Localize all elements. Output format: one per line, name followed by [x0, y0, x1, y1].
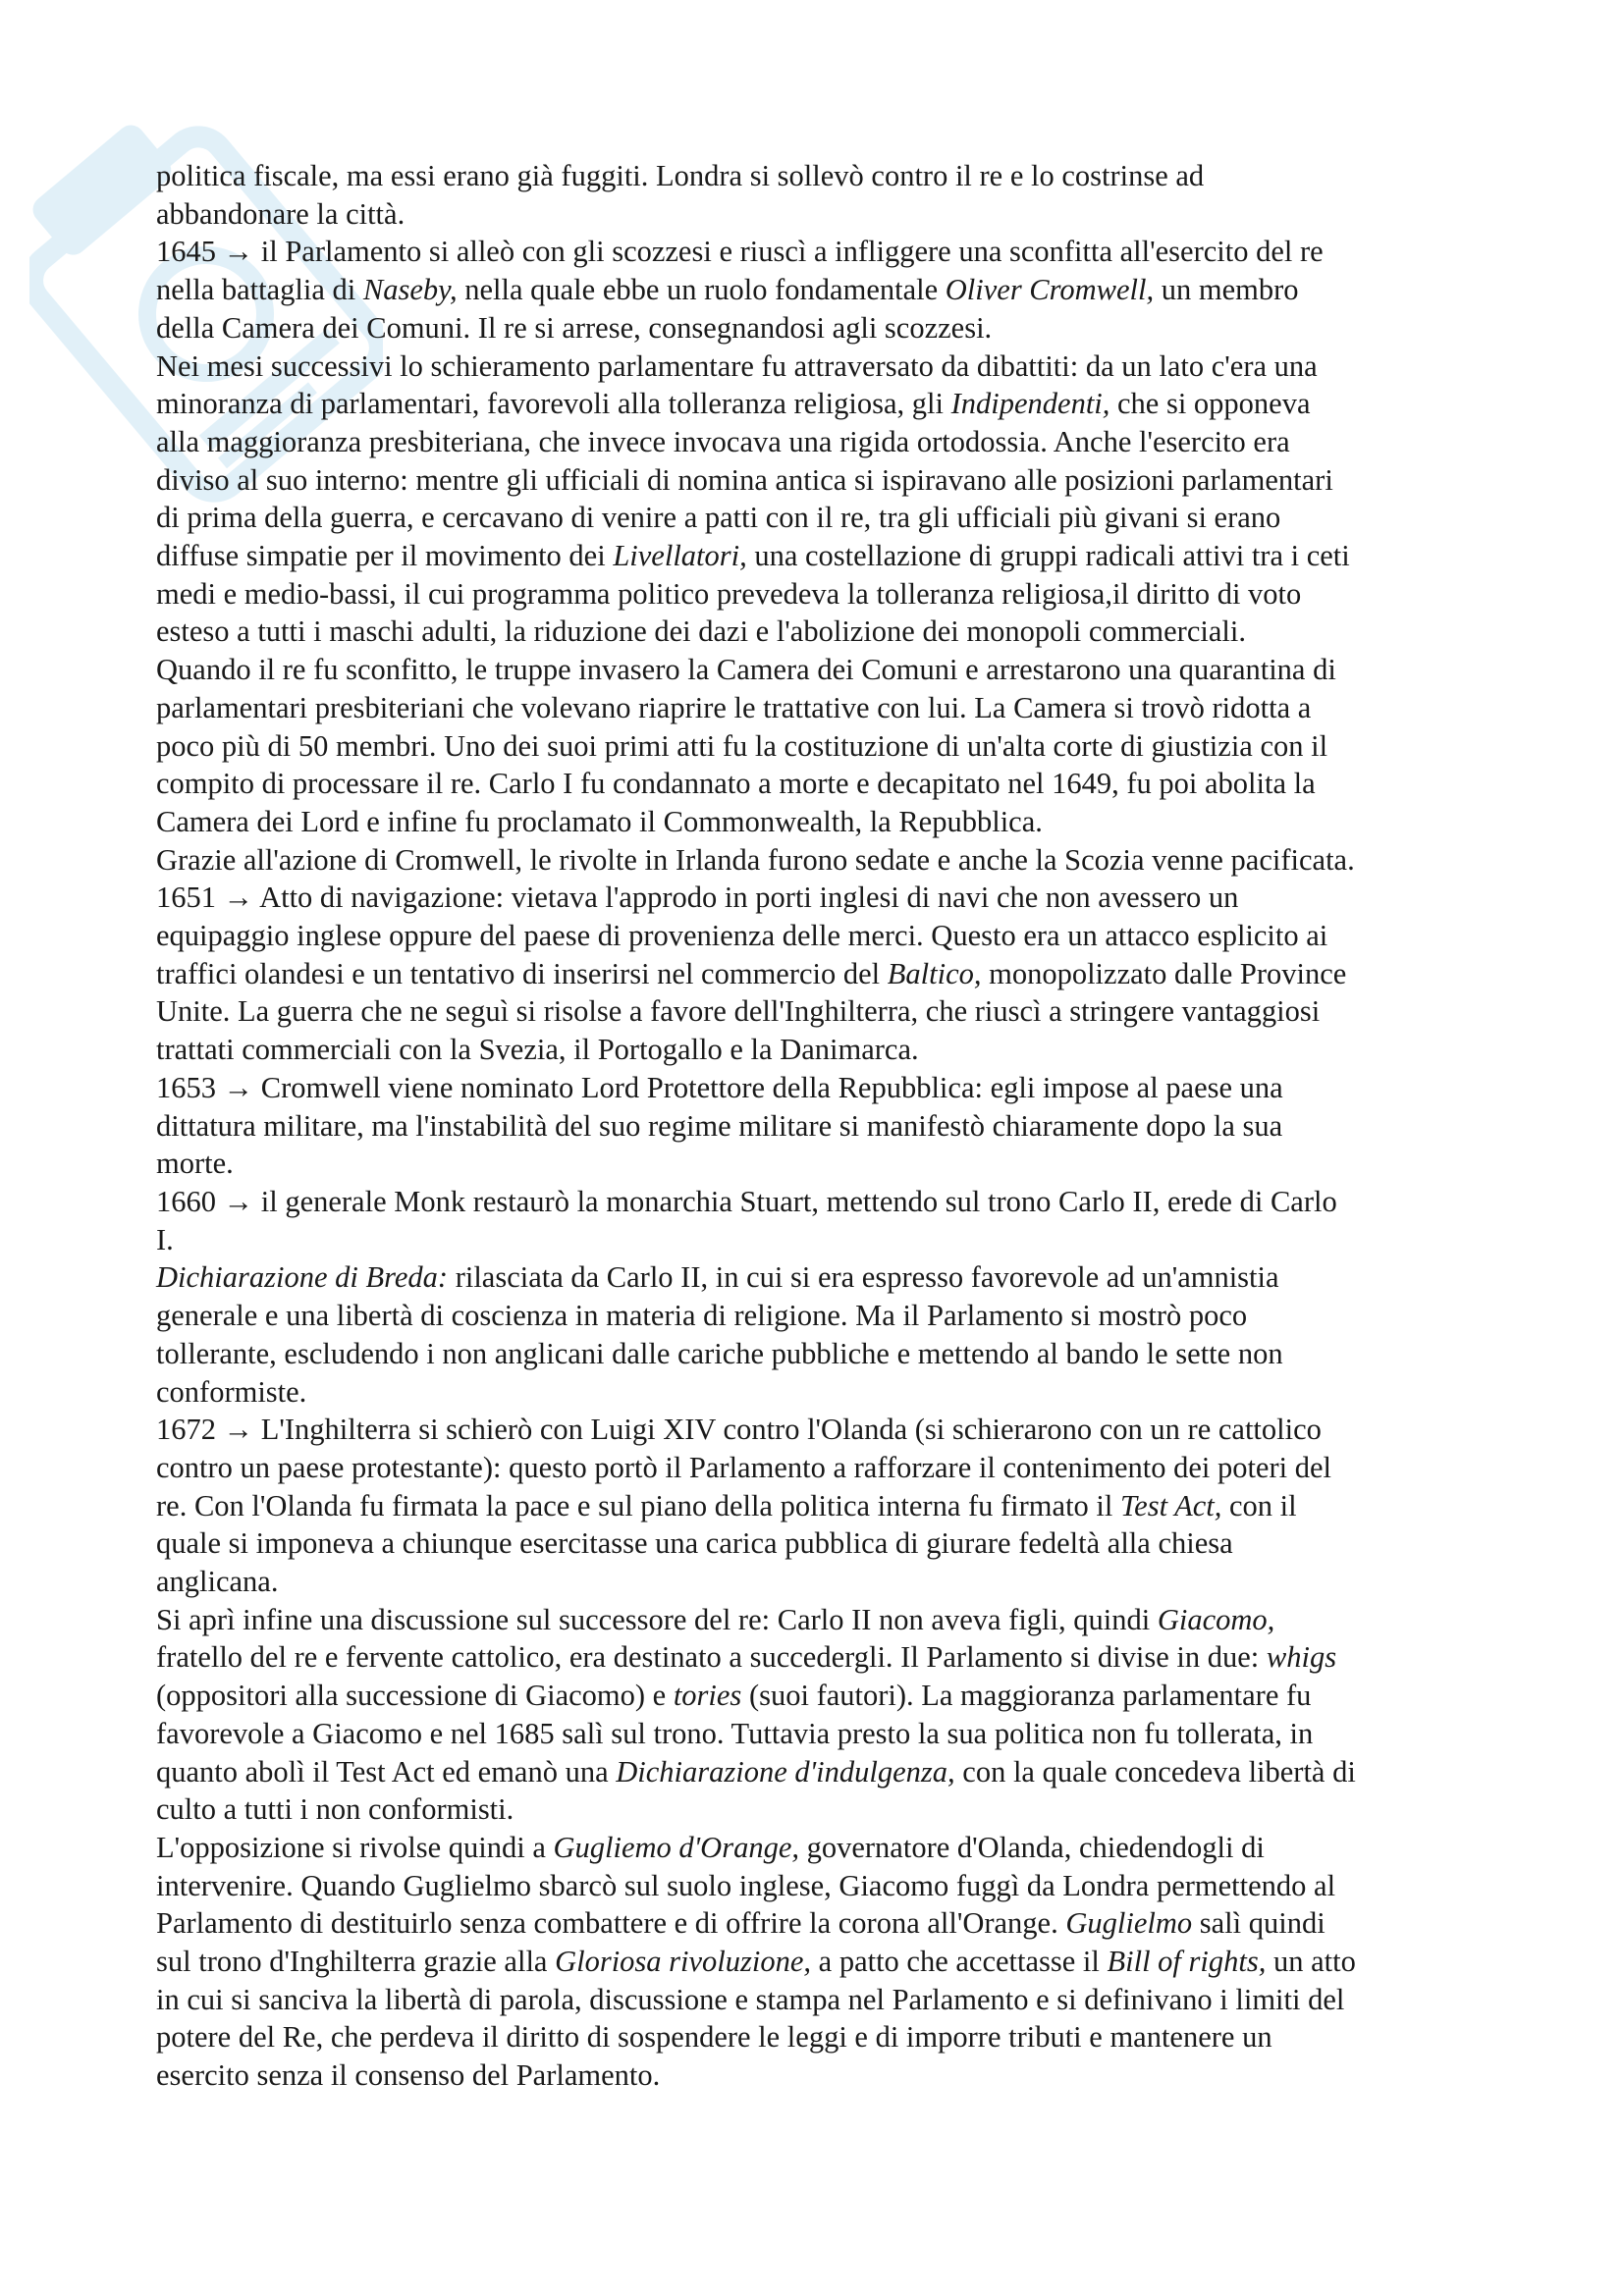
- italic-term: Gloriosa rivoluzione,: [555, 1945, 812, 1979]
- text-run: 1653 → Cromwell viene nominato Lord Protettore della Repubblica: egli impose al paese una dittatura militare, ma l'instabilità del suo regime militare si manifestò chiaramente dopo la sua morte.: [156, 1070, 1283, 1181]
- text-run: con il quale si imponeva a chiunque esercitasse una carica pubblica di giurare fedeltà alla chiesa anglicana.: [156, 1488, 1297, 1599]
- text-run: (suoi fautori). La maggioranza parlamentare fu favorevole a Giacomo e nel 1685 salì sul trono. Tuttavia presto la sua politica non fu tollerata, in quanto abolì il Test Act ed emanò una: [156, 1679, 1314, 1789]
- italic-term: Naseby,: [362, 273, 458, 307]
- paragraph: [156, 1183, 1482, 1258]
- text-run: Grazie all'azione di Cromwell, le rivolte in Irlanda furono sedate e anche la Scozia venne pacificata.: [156, 842, 1355, 877]
- italic-term: whigs: [1266, 1640, 1337, 1675]
- italic-term: Dichiarazione di Breda:: [156, 1260, 449, 1295]
- text-run: una costellazione di gruppi radicali attivi tra i ceti medi e medio-bassi, il cui programma politico prevedeva la tolleranza religiosa,il diritto di voto esteso a tutti i maschi adulti, la riduzione dei dazi e l'abolizione dei monopoli commerciali.: [156, 539, 1350, 649]
- paragraph: [156, 1411, 1482, 1601]
- body-text: [156, 157, 1482, 2095]
- italic-term: Oliver Cromwell,: [945, 273, 1155, 307]
- text-run: che si opponeva alla maggioranza presbiteriana, che invece invocava una rigida ortodossia. Anche l'esercito era diviso al suo interno: mentre gli ufficiali di nomina antica si ispiravano alle posizioni parlamentari di prima della guerra, e cercavano di venire a patti con il re, tra gli ufficiali più givani si erano diffuse simpatie per il movimento dei: [156, 387, 1333, 573]
- paragraph: [156, 347, 1482, 652]
- italic-term: Dichiarazione d'indulgenza,: [616, 1754, 955, 1789]
- text-run: salì quindi sul trono d'Inghilterra grazie alla: [156, 1906, 1325, 1979]
- paragraph: [156, 233, 1482, 347]
- text-run: con la quale concedeva libertà di culto a tutti i non conformisti.: [156, 1754, 1356, 1827]
- italic-term: Giacomo,: [1157, 1602, 1275, 1636]
- italic-term: Bill of rights,: [1107, 1945, 1267, 1979]
- text-run: Nei mesi successivi lo schieramento parlamentare fu attraversato da dibattiti: da un lato c'era una minoranza di parlamentari, favorevoli alla tolleranza religiosa, gli: [156, 348, 1318, 421]
- paragraph: [156, 157, 1482, 233]
- italic-term: Baltico,: [887, 956, 982, 990]
- text-run: nella quale ebbe un ruolo fondamentale: [457, 273, 946, 307]
- text-run: rilasciata da Carlo II, in cui si era espresso favorevole ad un'amnistia generale e una libertà di coscienza in materia di religione. Ma il Parlamento si mostrò poco tollerante, escludendo i non anglicani dalle cariche pubbliche e mettendo al bando le sette non conformiste.: [156, 1260, 1283, 1409]
- paragraph: [156, 651, 1482, 841]
- text-run: 1645 → il Parlamento si alleò con gli scozzesi e riuscì a infliggere una sconfitta all'esercito del re nella battaglia di: [156, 235, 1324, 307]
- paragraph: [156, 1069, 1482, 1183]
- text-run: L'opposizione si rivolse quindi a: [156, 1830, 554, 1864]
- italic-term: Guglielmo: [1065, 1906, 1193, 1941]
- text-run: (oppositori alla successione di Giacomo) e: [156, 1679, 667, 1713]
- text-run: fratello del re e fervente cattolico, era destinato a succedergli. Il Parlamento si divise in due:: [156, 1640, 1260, 1675]
- paragraph: [156, 1601, 1482, 1829]
- text-run: monopolizzato dalle Province Unite. La guerra che ne seguì si risolse a favore dell'Inghilterra, che riuscì a stringere vantaggiosi trattati commerciali con la Svezia, il Portogallo e la Danimarca.: [156, 956, 1347, 1067]
- italic-term: Livellatori,: [613, 539, 747, 573]
- italic-term: Gugliemo d'Orange,: [553, 1830, 799, 1864]
- text-run: 1651 → Atto di navigazione: vietava l'approdo in porti inglesi di navi che non avessero un equipaggio inglese oppure del paese di provenienza delle merci. Questo era un attacco esplicito ai traffici olandesi e un tentativo di inserirsi nel commercio del: [156, 881, 1328, 990]
- text-run: un membro della Camera dei Comuni. Il re si arrese, consegnandosi agli scozzesi.: [156, 273, 1299, 345]
- paragraph: [156, 1258, 1482, 1411]
- text-run: governatore d'Olanda, chiedendogli di intervenire. Quando Guglielmo sbarcò sul suolo inglese, Giacomo fuggì da Londra permettendo al Parlamento di destituirlo senza combattere e di offrire la corona all'Orange.: [156, 1830, 1336, 1941]
- text-run: un atto in cui si sanciva la libertà di parola, discussione e stampa nel Parlamento e si definivano i limiti del potere del Re, che perdeva il diritto di sospendere le leggi e di imporre tributi e mantenere un esercito senza il consenso del Parlamento.: [156, 1945, 1356, 2093]
- text-run: 1672 → L'Inghilterra si schierò con Luigi XIV contro l'Olanda (si schierarono con un re cattolico contro un paese protestante): questo portò il Parlamento a rafforzare il contenimento dei poteri del re. Con l'Olanda fu firmata la pace e sul piano della politica interna fu firmato il: [156, 1413, 1331, 1522]
- text-run: politica fiscale, ma essi erano già fuggiti. Londra si sollevò contro il re e lo costrinse ad abbandonare la città.: [156, 159, 1205, 231]
- watermark-shape: [29, 120, 177, 261]
- text-run: Quando il re fu sconfitto, le truppe invasero la Camera dei Comuni e arrestarono una quarantina di parlamentari presbiteriani che volevano riaprire le trattative con lui. La Camera si trovò ridotta a poco più di 50 membri. Uno dei suoi primi atti fu la costituzione di un'alta corte di giustizia con il compito di processare il re. Carlo I fu condannato a morte e decapitato nel 1649, fu poi abolita la Camera dei Lord e infine fu proclamato il Commonwealth, la Repubblica.: [156, 653, 1336, 838]
- text-run: 1660 → il generale Monk restaurò la monarchia Stuart, mettendo sul trono Carlo II, erede di Carlo I.: [156, 1184, 1337, 1256]
- paragraph: [156, 879, 1482, 1069]
- text-run: Si aprì infine una discussione sul successore del re: Carlo II non aveva figli, quindi: [156, 1602, 1158, 1636]
- italic-term: Test Act,: [1120, 1488, 1222, 1522]
- paragraph: [156, 1829, 1482, 2095]
- italic-term: Indipendenti,: [950, 387, 1110, 421]
- italic-term: tories: [673, 1679, 742, 1713]
- text-run: a patto che accettasse il: [811, 1945, 1108, 1979]
- paragraph: [156, 841, 1482, 880]
